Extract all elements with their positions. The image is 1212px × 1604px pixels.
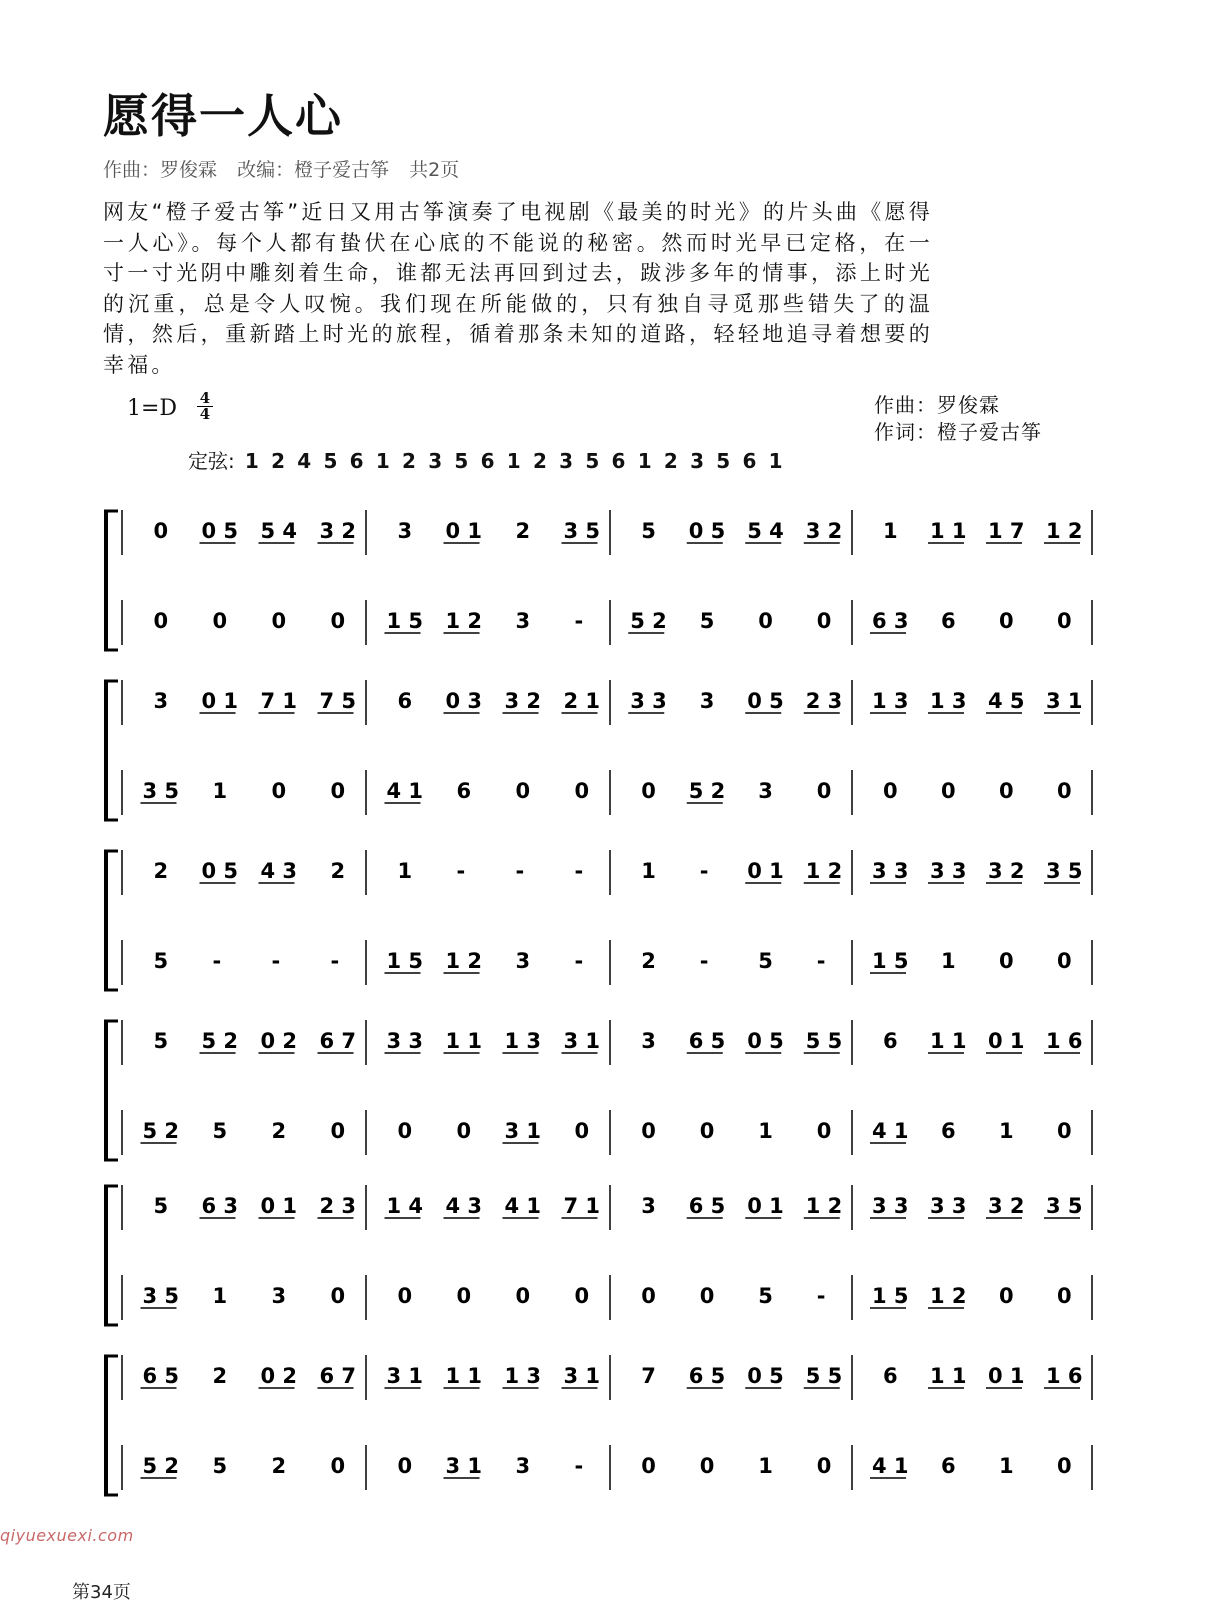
note-pair: 3 5 xyxy=(563,519,601,543)
note: 0 xyxy=(641,1119,656,1143)
note: 0 xyxy=(397,1454,413,1478)
note-pair: 3 2 xyxy=(988,859,1025,883)
note: 6 xyxy=(397,689,413,713)
note: 1 xyxy=(999,1454,1014,1478)
tuning-note: 1 xyxy=(637,449,652,473)
note: 0 xyxy=(330,1454,346,1478)
note: 0 xyxy=(758,609,773,633)
intro-paragraph: 网友“橙子爱古筝”近日又用古筝演奏了电视剧《最美的时光》的片头曲《愿得一人心》。每个人都有蛰伏在心底的不能说的秘密。然而时光早已定格，在一寸一寸光阴中雕刻着生命，谁都无法再回到过去，跋涉多年的情事，添上时光的沉重，总是令人叹惋。我们现在所能做的，只有独自寻觅那些错失了的温情，然后，重新踏上时光的旅程，循着那条未知的道路，轻轻地追寻着想要的幸福。 xyxy=(103,200,933,377)
note: 3 xyxy=(397,519,413,543)
note-pair: 0 5 xyxy=(201,859,239,883)
note: 0 xyxy=(397,1284,413,1308)
note: 0 xyxy=(999,609,1014,633)
note-pair: 4 1 xyxy=(872,1454,909,1478)
note: 1 xyxy=(212,1284,228,1308)
note: 3 xyxy=(271,1284,287,1308)
note: 0 xyxy=(515,779,531,803)
note-pair: 3 3 xyxy=(930,859,967,883)
credit-composer: 作曲：罗俊霖 xyxy=(874,393,1000,417)
note: 0 xyxy=(641,779,656,803)
note: 0 xyxy=(330,1119,346,1143)
note-pair: 0 1 xyxy=(260,1194,298,1218)
note-pair: 4 1 xyxy=(504,1194,542,1218)
note-pair: 7 1 xyxy=(260,689,298,713)
tuning-note: 6 xyxy=(349,449,364,473)
tuning-note: 1 xyxy=(375,449,390,473)
note-pair: 6 5 xyxy=(688,1194,726,1218)
note-pair: 1 5 xyxy=(872,949,909,973)
note-pair: 1 5 xyxy=(872,1284,909,1308)
tuning-note: 5 xyxy=(323,449,338,473)
note: 0 xyxy=(999,949,1014,973)
note: 6 xyxy=(941,1119,956,1143)
note-pair: 7 1 xyxy=(563,1194,601,1218)
note: 0 xyxy=(1057,1454,1072,1478)
tuning-note: 4 xyxy=(297,449,312,473)
note: 1 xyxy=(999,1119,1014,1143)
note-pair: 1 2 xyxy=(445,949,483,973)
note-pair: 1 1 xyxy=(445,1364,483,1388)
note: 0 xyxy=(574,1284,590,1308)
note: 1 xyxy=(883,519,898,543)
note: 0 xyxy=(271,779,287,803)
note-pair: 4 3 xyxy=(445,1194,483,1218)
note: 0 xyxy=(574,779,590,803)
note: 6 xyxy=(941,1454,956,1478)
tuning-note: 1 xyxy=(768,449,783,473)
note: 6 xyxy=(456,779,472,803)
note-pair: 3 1 xyxy=(386,1364,424,1388)
meta-composer: 作曲：罗俊霖 xyxy=(103,159,218,181)
note-pair: 1 4 xyxy=(386,1194,424,1218)
note-pair: 3 5 xyxy=(142,779,180,803)
note-pair: 3 1 xyxy=(563,1029,601,1053)
note-pair: 2 1 xyxy=(563,689,601,713)
note-pair: 5 5 xyxy=(805,1029,843,1053)
extension-dash: - xyxy=(816,1284,826,1308)
note: 2 xyxy=(515,519,531,543)
note: 5 xyxy=(212,1454,228,1478)
note-pair: 3 1 xyxy=(1046,689,1083,713)
extension-dash: - xyxy=(574,609,584,633)
note-pair: 0 3 xyxy=(445,689,483,713)
note-pair: 3 3 xyxy=(930,1194,967,1218)
note-pair: 5 4 xyxy=(260,519,298,543)
note: 2 xyxy=(212,1364,228,1388)
tuning-note: 2 xyxy=(402,449,416,473)
tuning-label: 定弦: xyxy=(188,449,235,473)
note: 0 xyxy=(883,779,898,803)
note-pair: 1 2 xyxy=(445,609,483,633)
note-pair: 6 5 xyxy=(688,1029,726,1053)
note-pair: 2 3 xyxy=(805,689,843,713)
note-pair: 6 7 xyxy=(319,1029,357,1053)
extension-dash: - xyxy=(574,859,584,883)
note: 0 xyxy=(816,1454,832,1478)
note-pair: 5 2 xyxy=(142,1454,180,1478)
extension-dash: - xyxy=(699,859,709,883)
note: 5 xyxy=(153,949,169,973)
note-pair: 3 1 xyxy=(445,1454,483,1478)
note: 0 xyxy=(1057,949,1072,973)
meta-arranger: 改编：橙子爱古筝 xyxy=(237,159,390,181)
note: 0 xyxy=(1057,1119,1072,1143)
note: 3 xyxy=(515,1454,531,1478)
tuning-note: 5 xyxy=(454,449,469,473)
note-pair: 0 5 xyxy=(747,1364,784,1388)
extension-dash: - xyxy=(816,949,826,973)
note-pair: 1 3 xyxy=(504,1029,542,1053)
note-pair: 4 1 xyxy=(872,1119,909,1143)
note: 0 xyxy=(397,1119,413,1143)
note-pair: 1 7 xyxy=(988,519,1025,543)
note: 3 xyxy=(153,689,169,713)
note: 5 xyxy=(212,1119,228,1143)
note: 1 xyxy=(758,1454,773,1478)
note-pair: 5 4 xyxy=(747,519,784,543)
note-pair: 0 1 xyxy=(988,1364,1025,1388)
note: 0 xyxy=(999,779,1014,803)
note-pair: 3 2 xyxy=(988,1194,1025,1218)
extension-dash: - xyxy=(699,949,709,973)
note-pair: 5 2 xyxy=(630,609,667,633)
note: 6 xyxy=(883,1029,898,1053)
note: 0 xyxy=(1057,609,1072,633)
note: 3 xyxy=(641,1194,656,1218)
meta-pages: 共2页 xyxy=(409,159,460,181)
extension-dash: - xyxy=(456,859,466,883)
note-pair: 1 6 xyxy=(1046,1364,1083,1388)
note-pair: 0 5 xyxy=(688,519,726,543)
note: 3 xyxy=(699,689,715,713)
extension-dash: - xyxy=(212,949,222,973)
note-pair: 1 5 xyxy=(386,609,424,633)
note-pair: 1 3 xyxy=(504,1364,542,1388)
note-pair: 5 2 xyxy=(142,1119,180,1143)
tuning-note: 6 xyxy=(611,449,626,473)
time-top: 4 xyxy=(199,389,211,407)
note: 0 xyxy=(699,1454,715,1478)
note-pair: 3 3 xyxy=(872,859,909,883)
note: 1 xyxy=(758,1119,773,1143)
note-pair: 1 1 xyxy=(930,1029,967,1053)
note: 5 xyxy=(153,1194,169,1218)
note-pair: 0 1 xyxy=(747,859,784,883)
note-pair: 1 3 xyxy=(872,689,909,713)
note: 0 xyxy=(816,779,832,803)
note-pair: 0 2 xyxy=(260,1029,298,1053)
note-pair: 3 3 xyxy=(872,1194,909,1218)
note: 0 xyxy=(1057,779,1072,803)
note: 2 xyxy=(330,859,346,883)
tuning-note: 3 xyxy=(690,449,704,473)
note-pair: 3 2 xyxy=(504,689,542,713)
note: 3 xyxy=(515,609,531,633)
note-pair: 0 1 xyxy=(988,1029,1025,1053)
tuning-note: 3 xyxy=(428,449,443,473)
note-pair: 3 3 xyxy=(386,1029,424,1053)
note: 5 xyxy=(758,949,773,973)
tuning-note: 5 xyxy=(585,449,600,473)
note-pair: 6 3 xyxy=(872,609,909,633)
note-pair: 7 5 xyxy=(319,689,357,713)
note-pair: 1 2 xyxy=(930,1284,967,1308)
note-pair: 3 2 xyxy=(805,519,843,543)
note-pair: 6 7 xyxy=(319,1364,357,1388)
note-pair: 1 1 xyxy=(930,519,967,543)
note: 0 xyxy=(153,519,169,543)
system-bracket xyxy=(104,850,108,990)
note: 0 xyxy=(271,609,287,633)
time-bottom: 4 xyxy=(197,406,213,422)
note-pair: 3 5 xyxy=(1046,859,1083,883)
note-pair: 1 2 xyxy=(1046,519,1083,543)
note-pair: 2 3 xyxy=(319,1194,357,1218)
system-bracket xyxy=(104,1020,108,1160)
note-pair: 3 5 xyxy=(1046,1194,1083,1218)
note-pair: 4 1 xyxy=(386,779,424,803)
note: 0 xyxy=(153,609,169,633)
note: 1 xyxy=(941,949,956,973)
note: 2 xyxy=(271,1454,287,1478)
note: 0 xyxy=(330,609,346,633)
note: 7 xyxy=(641,1364,656,1388)
note: 0 xyxy=(641,1454,656,1478)
note: 1 xyxy=(641,859,656,883)
note: 5 xyxy=(641,519,656,543)
note: 0 xyxy=(941,779,956,803)
tuning-note: 5 xyxy=(716,449,731,473)
credit-lyricist: 作词：橙子爱古筝 xyxy=(874,420,1042,444)
note-pair: 3 2 xyxy=(319,519,357,543)
note-pair: 4 5 xyxy=(988,689,1025,713)
note: 0 xyxy=(456,1284,472,1308)
tuning-note: 2 xyxy=(663,449,678,473)
note-pair: 3 5 xyxy=(142,1284,180,1308)
note: 2 xyxy=(641,949,656,973)
watermark: qiyuexuexi.com xyxy=(0,1526,134,1545)
extension-dash: - xyxy=(271,949,281,973)
note: 1 xyxy=(397,859,413,883)
tuning-note: 3 xyxy=(559,449,574,473)
note-pair: 5 2 xyxy=(201,1029,239,1053)
system-bracket xyxy=(104,680,108,820)
note-pair: 1 1 xyxy=(930,1364,967,1388)
note: 2 xyxy=(153,859,169,883)
tuning-note: 2 xyxy=(271,449,285,473)
note: 0 xyxy=(699,1119,715,1143)
note: 0 xyxy=(816,609,832,633)
note: 3 xyxy=(515,949,531,973)
note: 0 xyxy=(330,779,346,803)
page-footer: 第34页 xyxy=(72,1582,131,1603)
note: 0 xyxy=(641,1284,656,1308)
note: 0 xyxy=(212,609,228,633)
note-pair: 3 1 xyxy=(563,1364,601,1388)
key-signature: 1=D xyxy=(127,396,178,421)
extension-dash: - xyxy=(330,949,340,973)
note-pair: 1 2 xyxy=(805,1194,843,1218)
system-bracket xyxy=(104,510,108,650)
note: 0 xyxy=(574,1119,590,1143)
note-pair: 1 2 xyxy=(805,859,843,883)
note: 5 xyxy=(153,1029,169,1053)
note-pair: 0 5 xyxy=(747,689,784,713)
note-pair: 0 2 xyxy=(260,1364,298,1388)
note-pair: 4 3 xyxy=(260,859,298,883)
note: 5 xyxy=(699,609,715,633)
note-pair: 5 5 xyxy=(805,1364,843,1388)
system-bracket xyxy=(104,1185,108,1325)
page-title: 愿得一人心 xyxy=(103,89,343,143)
note-pair: 1 6 xyxy=(1046,1029,1083,1053)
system-bracket xyxy=(104,1355,108,1495)
note-pair: 6 5 xyxy=(688,1364,726,1388)
extension-dash: - xyxy=(574,1454,584,1478)
note: 0 xyxy=(999,1284,1014,1308)
tuning-note: 1 xyxy=(506,449,521,473)
note-pair: 1 1 xyxy=(445,1029,483,1053)
note-pair: 3 1 xyxy=(504,1119,542,1143)
tuning-note: 2 xyxy=(532,449,547,473)
note-pair: 1 5 xyxy=(386,949,424,973)
note: 1 xyxy=(212,779,228,803)
note: 0 xyxy=(699,1284,715,1308)
note: 2 xyxy=(271,1119,287,1143)
note-pair: 3 3 xyxy=(630,689,667,713)
note: 5 xyxy=(758,1284,773,1308)
note: 3 xyxy=(758,779,773,803)
note-pair: 0 5 xyxy=(747,1029,784,1053)
extension-dash: - xyxy=(574,949,584,973)
tuning-note: 6 xyxy=(480,449,495,473)
note-pair: 0 5 xyxy=(201,519,239,543)
note-pair: 5 2 xyxy=(688,779,726,803)
note: 0 xyxy=(330,1284,346,1308)
note: 0 xyxy=(456,1119,472,1143)
note-pair: 1 3 xyxy=(930,689,967,713)
note: 0 xyxy=(816,1119,832,1143)
tuning-note: 1 xyxy=(244,449,259,473)
note: 6 xyxy=(883,1364,898,1388)
note: 0 xyxy=(1057,1284,1072,1308)
note: 0 xyxy=(515,1284,531,1308)
note: 6 xyxy=(941,609,956,633)
note: 3 xyxy=(641,1029,656,1053)
extension-dash: - xyxy=(515,859,525,883)
note-pair: 0 1 xyxy=(201,689,239,713)
note-pair: 0 1 xyxy=(747,1194,784,1218)
note-pair: 6 5 xyxy=(142,1364,180,1388)
note-pair: 0 1 xyxy=(445,519,483,543)
note-pair: 6 3 xyxy=(201,1194,239,1218)
tuning-note: 6 xyxy=(742,449,757,473)
